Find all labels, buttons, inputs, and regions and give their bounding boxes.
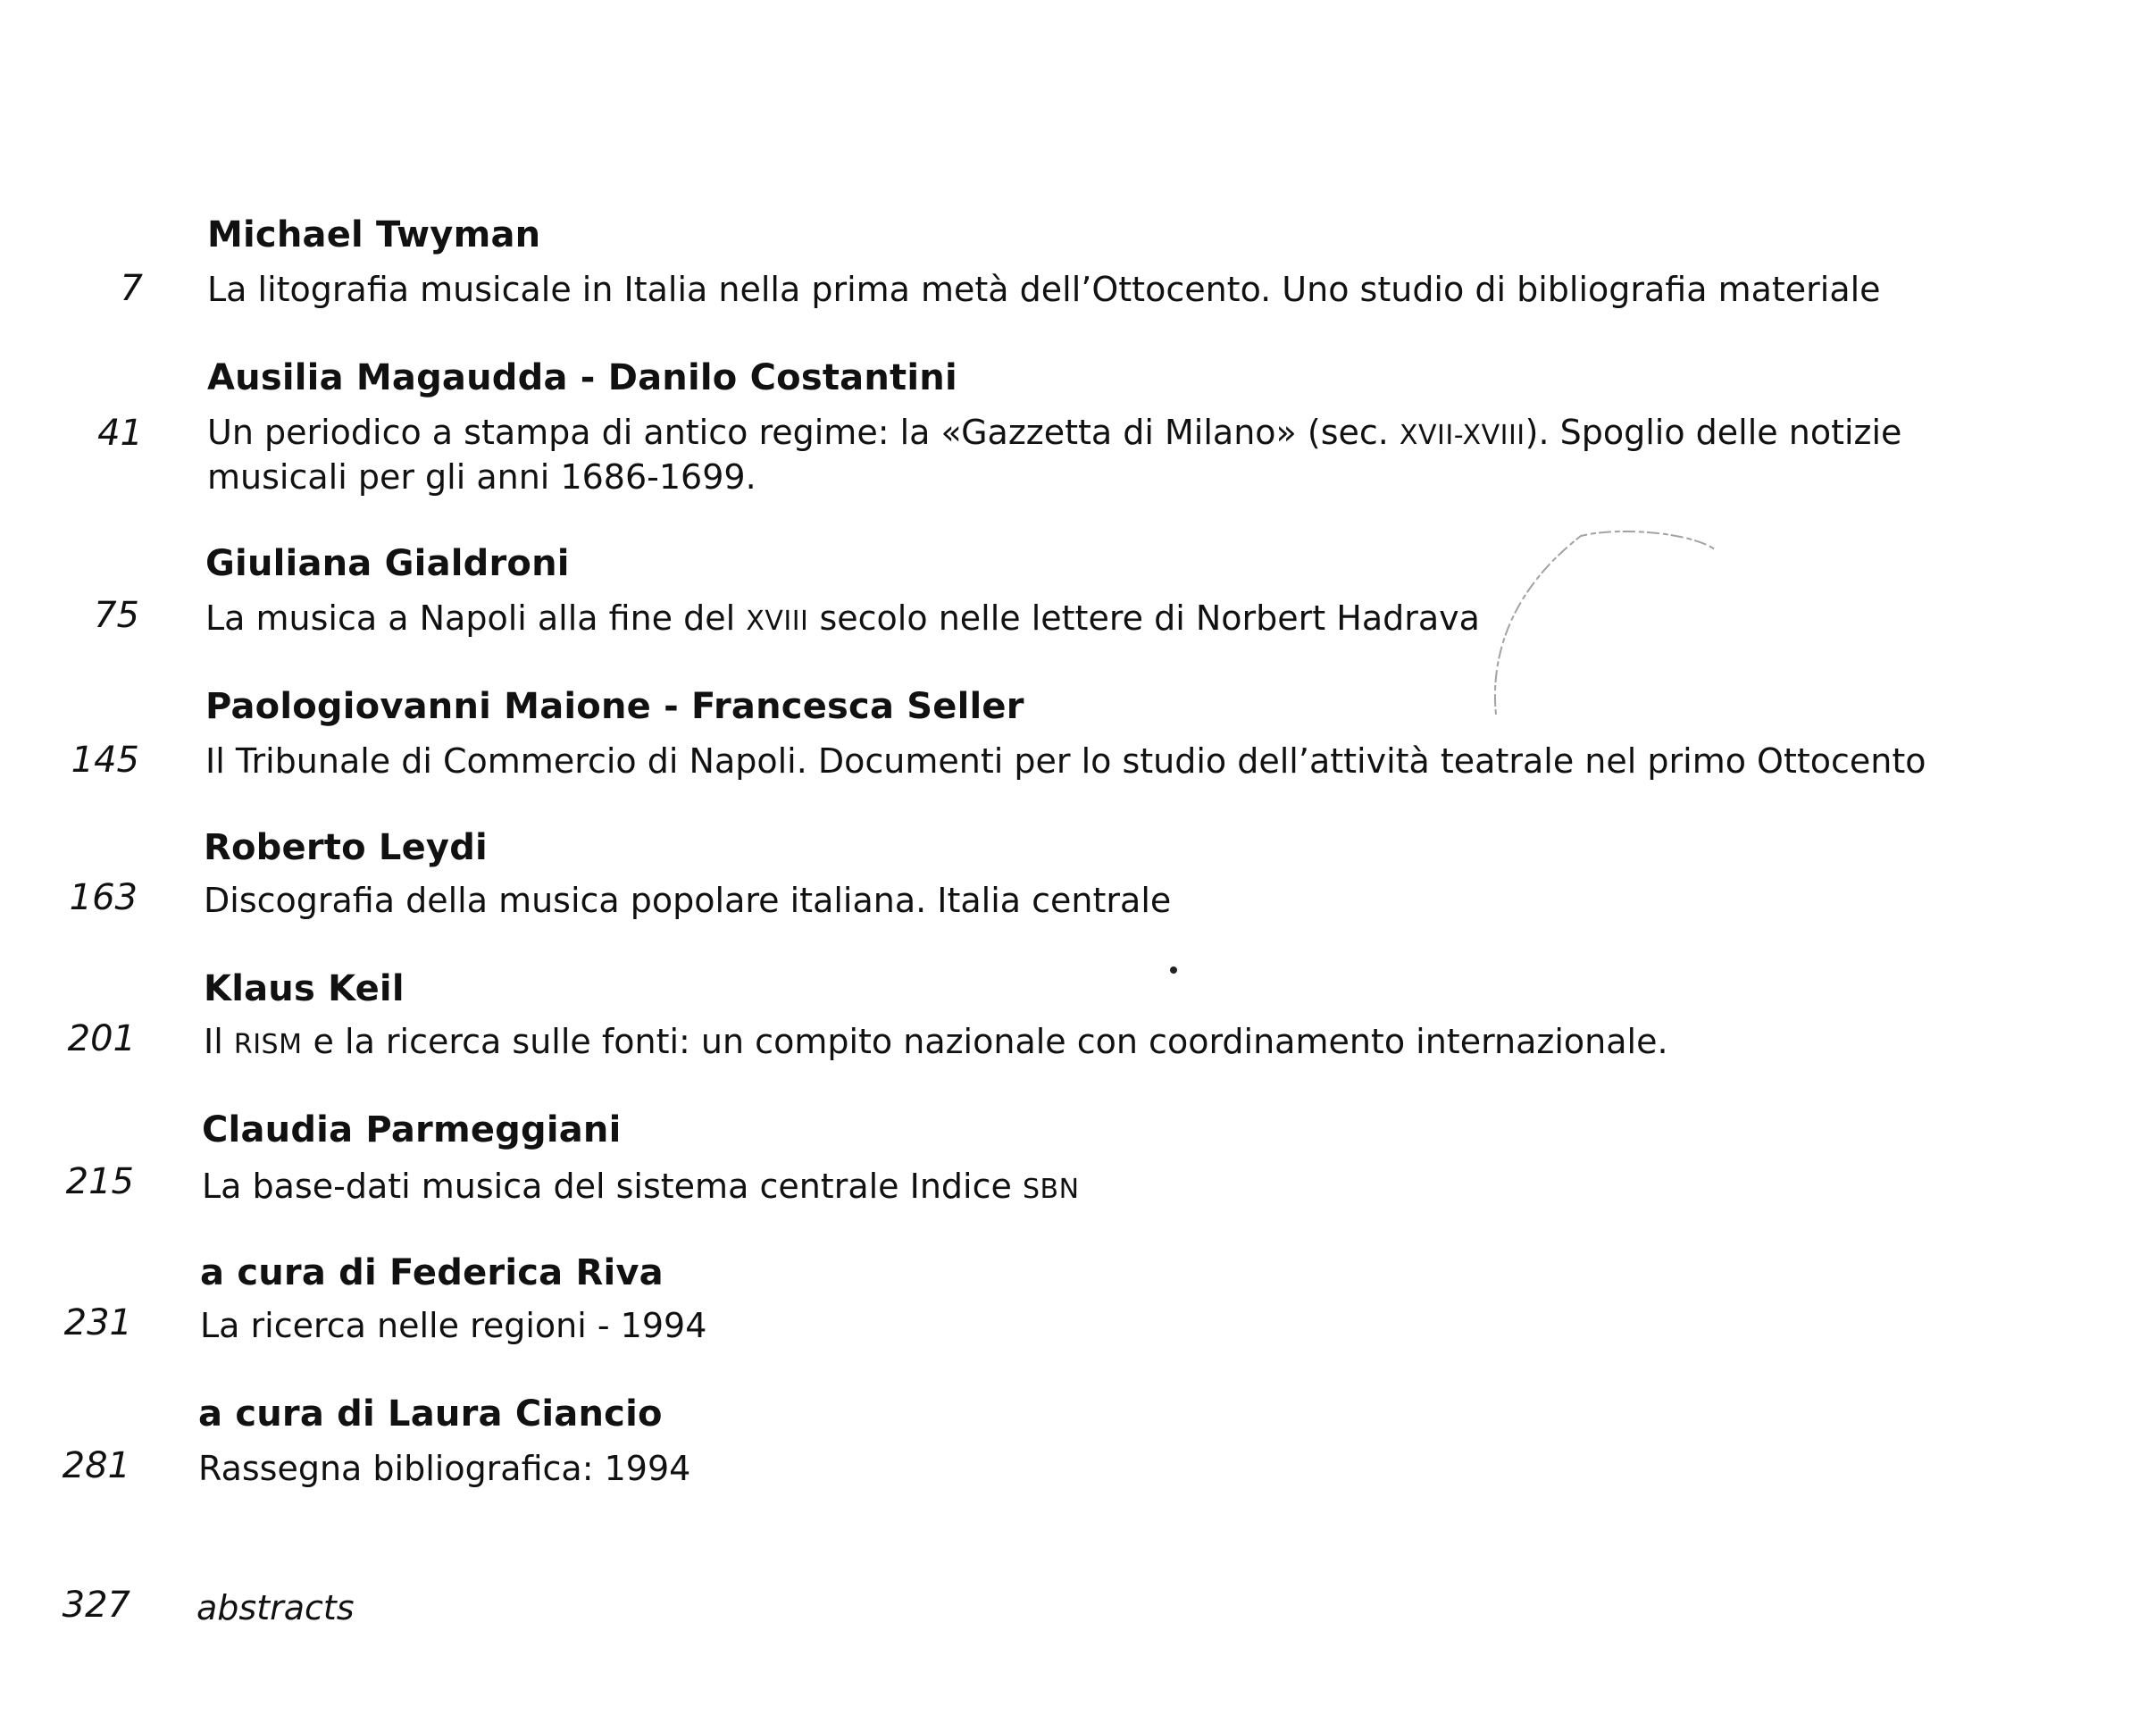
entry-title: La litografia musicale in Italia nella prima metà dell’Ottocento. Uno studio di bibliografia materiale	[207, 270, 1881, 309]
entry-author: Paologiovanni Maione - Francesca Seller	[205, 686, 1024, 727]
entry-title-smallcaps: SBN	[1022, 1174, 1080, 1205]
entry-title-part: ). Spoglio delle notizie	[1525, 413, 1902, 452]
ink-dot	[1170, 966, 1177, 974]
entry-page-number: 215	[65, 1161, 134, 1202]
entry-author: a cura di Federica Riva	[200, 1252, 664, 1293]
entry-title: La ricerca nelle regioni - 1994	[200, 1306, 707, 1345]
entry-author: Roberto Leydi	[204, 827, 488, 868]
entry-page-number: 231	[63, 1302, 132, 1343]
entry-title	[204, 1020, 1668, 1067]
entry-author: a cura di Laura Ciancio	[198, 1393, 663, 1435]
entry-title: Discografia della musica popolare italiana. Italia centrale	[204, 881, 1172, 920]
entry-page-number: 327	[62, 1585, 130, 1626]
entry-page-number: 201	[67, 1018, 136, 1059]
entry-title-part: secolo nelle lettere di Norbert Hadrava	[808, 598, 1480, 638]
entry-title: Rassegna bibliografica: 1994	[198, 1449, 691, 1488]
entry-author: Michael Twyman	[207, 214, 541, 255]
entry-title-part: La musica a Napoli alla fine del	[205, 598, 747, 638]
entry-title-smallcaps: XVIII	[746, 606, 809, 637]
entry-page-number: 281	[62, 1445, 130, 1486]
entry-author: Giuliana Gialdroni	[205, 543, 570, 584]
entry-title-part: e la ricerca sulle fonti: un compito nazionale con coordinamento internazionale.	[302, 1022, 1668, 1061]
entry-title	[205, 597, 1480, 643]
entry-title	[202, 1165, 1080, 1211]
entry-page-number: 7	[120, 268, 143, 309]
entry-page-number: 163	[69, 877, 138, 918]
entry-page-number: 145	[71, 740, 139, 781]
entry-title-part: Un periodico a stampa di antico regime: la «Gazzetta di Milano» (sec.	[207, 413, 1400, 452]
entry-author: Ausilia Magaudda - Danilo Costantini	[207, 357, 957, 398]
entry-title-part: Il	[204, 1022, 234, 1061]
entry-title: abstracts	[196, 1588, 355, 1627]
entry-page-number: 41	[97, 413, 143, 454]
entry-title	[207, 411, 1901, 457]
entry-page-number: 75	[94, 595, 139, 636]
entry-author: Claudia Parmeggiani	[202, 1109, 622, 1150]
entry-title-continuation: musicali per gli anni 1686-1699.	[207, 457, 756, 497]
entry-title-smallcaps: XVII-XVIII	[1399, 420, 1525, 451]
entry-title: Il Tribunale di Commercio di Napoli. Documenti per lo studio dell’attività teatrale nel primo Ottocento	[205, 741, 1926, 781]
entry-author: Klaus Keil	[204, 968, 405, 1009]
entry-title-part: La base-dati musica del sistema centrale Indice	[202, 1167, 1023, 1206]
entry-title-smallcaps: RISM	[233, 1029, 303, 1060]
pencil-mark	[1483, 518, 1768, 732]
